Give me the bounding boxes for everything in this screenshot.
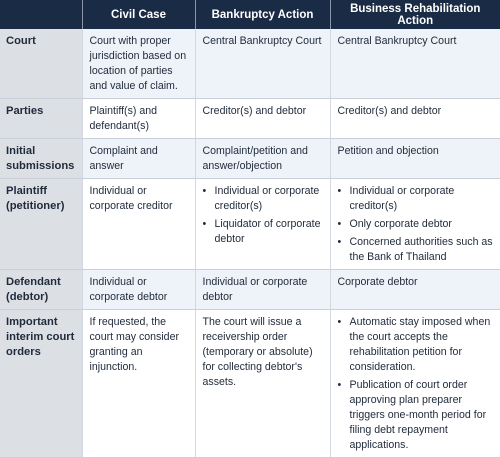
- table-row: [0, 139, 500, 179]
- header-business-rehabilitation: Business Rehabilitation Action: [330, 0, 500, 29]
- header-corner: [0, 0, 82, 29]
- header-bankruptcy-action: Bankruptcy Action: [195, 0, 330, 29]
- list-item: • Individual or corporate creditor(s): [203, 184, 323, 214]
- cell-civil: Plaintiff(s) and defendant(s): [82, 99, 195, 139]
- table-row: [0, 99, 500, 139]
- cell-civil: Complaint and answer: [82, 139, 195, 179]
- table-row: [0, 270, 500, 310]
- row-label-parties: Parties: [0, 99, 82, 139]
- row-label-defendant: Defendant (debtor): [0, 270, 82, 310]
- bullet-list: [203, 184, 323, 247]
- row-label-court: Court: [0, 29, 82, 99]
- cell-civil: If requested, the court may consider granting an injunction.: [82, 310, 195, 458]
- row-label-interim-orders: Important interim court orders: [0, 310, 82, 458]
- header-civil-case: Civil Case: [82, 0, 195, 29]
- cell-bankruptcy: Creditor(s) and debtor: [195, 99, 330, 139]
- table-row: [0, 29, 500, 99]
- header-row: [0, 0, 500, 29]
- cell-rehab: Central Bankruptcy Court: [330, 29, 500, 99]
- list-item: • Liquidator of corporate debtor: [203, 217, 323, 247]
- table-row: [0, 179, 500, 270]
- row-label-plaintiff: Plaintiff (petitioner): [0, 179, 82, 270]
- cell-rehab: [330, 310, 500, 458]
- cell-bankruptcy: Complaint/petition and answer/objection: [195, 139, 330, 179]
- cell-bankruptcy: Individual or corporate debtor: [195, 270, 330, 310]
- cell-rehab: Petition and objection: [330, 139, 500, 179]
- list-item: • Only corporate debtor: [338, 217, 494, 232]
- cell-rehab: [330, 179, 500, 270]
- bullet-list: [338, 315, 494, 453]
- list-item: • Individual or corporate creditor(s): [338, 184, 494, 214]
- table-row: [0, 310, 500, 458]
- cell-bankruptcy: Central Bankruptcy Court: [195, 29, 330, 99]
- cell-civil: Court with proper jurisdiction based on location of parties and value of claim.: [82, 29, 195, 99]
- list-item: • Publication of court order approving plan preparer triggers one-month period for filing debt repayment applications.: [338, 378, 494, 453]
- cell-civil: Individual or corporate creditor: [82, 179, 195, 270]
- cell-civil: Individual or corporate debtor: [82, 270, 195, 310]
- cell-bankruptcy: The court will issue a receivership order (temporary or absolute) for collecting debtor's assets.: [195, 310, 330, 458]
- bullet-list: [338, 184, 494, 265]
- row-label-initial-submissions: Initial submissions: [0, 139, 82, 179]
- cell-rehab: Creditor(s) and debtor: [330, 99, 500, 139]
- list-item: • Automatic stay imposed when the court accepts the rehabilitation petition for consideration.: [338, 315, 494, 375]
- cell-rehab: Corporate debtor: [330, 270, 500, 310]
- list-item: • Concerned authorities such as the Bank of Thailand: [338, 235, 494, 265]
- cell-bankruptcy: [195, 179, 330, 270]
